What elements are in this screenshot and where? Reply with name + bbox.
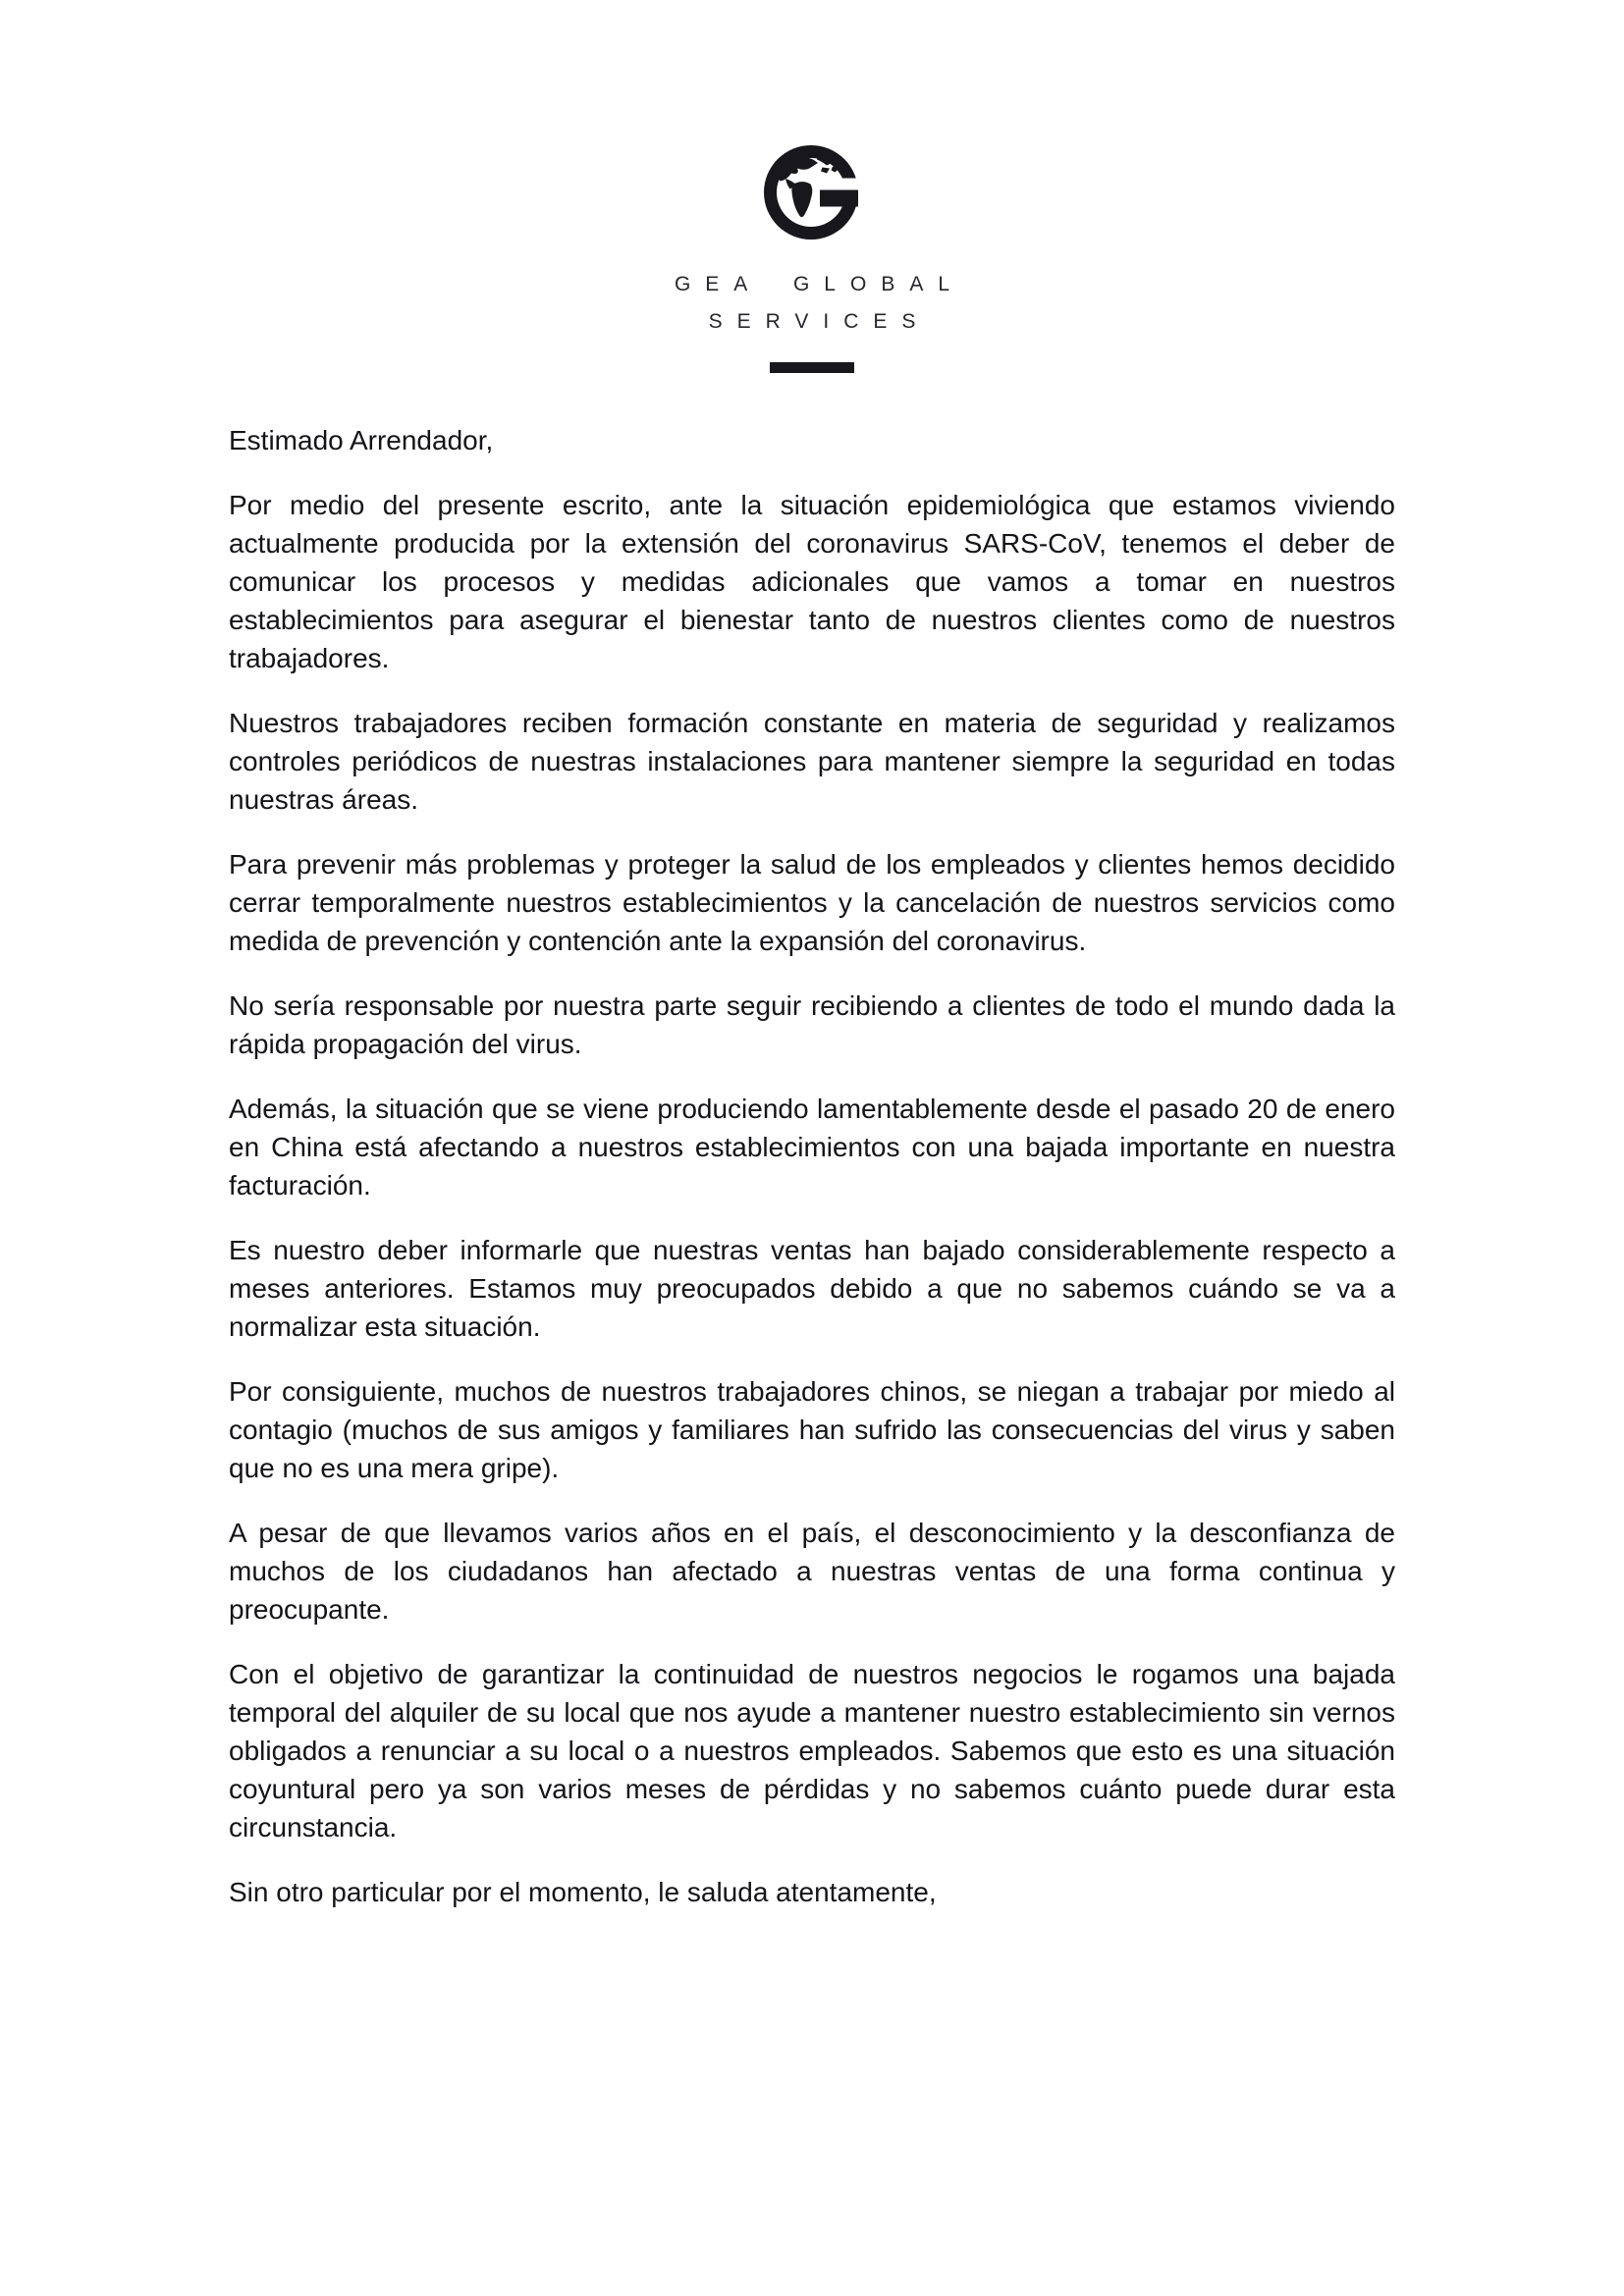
letter-paragraph: A pesar de que llevamos varios años en el país, el desconocimiento y la desconfianza de muchos de los ciudadanos han afectado a nuestras ventas de una forma continua y preocupante.	[229, 1518, 1395, 1625]
logo-divider-bar	[770, 362, 854, 373]
letter-paragraph: Por consiguiente, muchos de nuestros trabajadores chinos, se niegan a trabajar por miedo al contagio (muchos de sus amigos y familiares han sufrido las consecuencias del virus y saben que no es una mera gripe).	[229, 1376, 1395, 1483]
letter-paragraph: Por medio del presente escrito, ante la situación epidemiológica que estamos viviendo actualmente producida por la extensión del coronavirus SARS-CoV, tenemos el deber de comunicar los procesos y medidas adicionales que vamos a tomar en nuestros establecimientos para asegurar el bienestar tanto de nuestros clientes como de nuestros trabajadores.	[229, 490, 1395, 673]
letter-paragraph: Para prevenir más problemas y proteger la salud de los empleados y clientes hemos decidido cerrar temporalmente nuestros establecimientos y la cancelación de nuestros servicios como medida de prevención y contención ante la expansión del coronavirus.	[229, 849, 1395, 956]
letter-paragraph: Es nuestro deber informarle que nuestras ventas han bajado considerablemente respecto a meses anteriores. Estamos muy preocupados debido a que no sabemos cuándo se va a normalizar esta situación.	[229, 1235, 1395, 1342]
closing-line: Sin otro particular por el momento, le saluda atentamente,	[229, 1877, 937, 1907]
letter-paragraph: Con el objetivo de garantizar la continuidad de nuestros negocios le rogamos una bajada temporal del alquiler de su local que nos ayude a mantener nuestro establecimiento sin vernos obligados a renunciar a su local o a nuestros empleados. Sabemos que esto es una situación coyuntural pero ya son varios meses de pérdidas y no sabemos cuánto puede durar esta circunstancia.	[229, 1659, 1395, 1842]
letter-body	[229, 421, 1395, 1911]
company-logo	[0, 0, 1624, 373]
salutation: Estimado Arrendador,	[229, 425, 494, 455]
letter-paragraph: Nuestros trabajadores reciben formación constante en materia de seguridad y realizamos controles periódicos de nuestras instalaciones para mantener siempre la seguridad en todas nuestras áreas.	[229, 708, 1395, 815]
company-name-line2: SERVICES	[708, 310, 931, 333]
company-name-line1: GEA GLOBAL	[674, 273, 965, 295]
globe-g-icon	[763, 143, 861, 241]
letter-paragraph: Además, la situación que se viene produciendo lamentablemente desde el pasado 20 de enero en China está afectando a nuestros establecimientos con una bajada importante en nuestra facturación.	[229, 1094, 1395, 1201]
letter-paragraph: No sería responsable por nuestra parte seguir recibiendo a clientes de todo el mundo dada la rápida propagación del virus.	[229, 990, 1395, 1059]
